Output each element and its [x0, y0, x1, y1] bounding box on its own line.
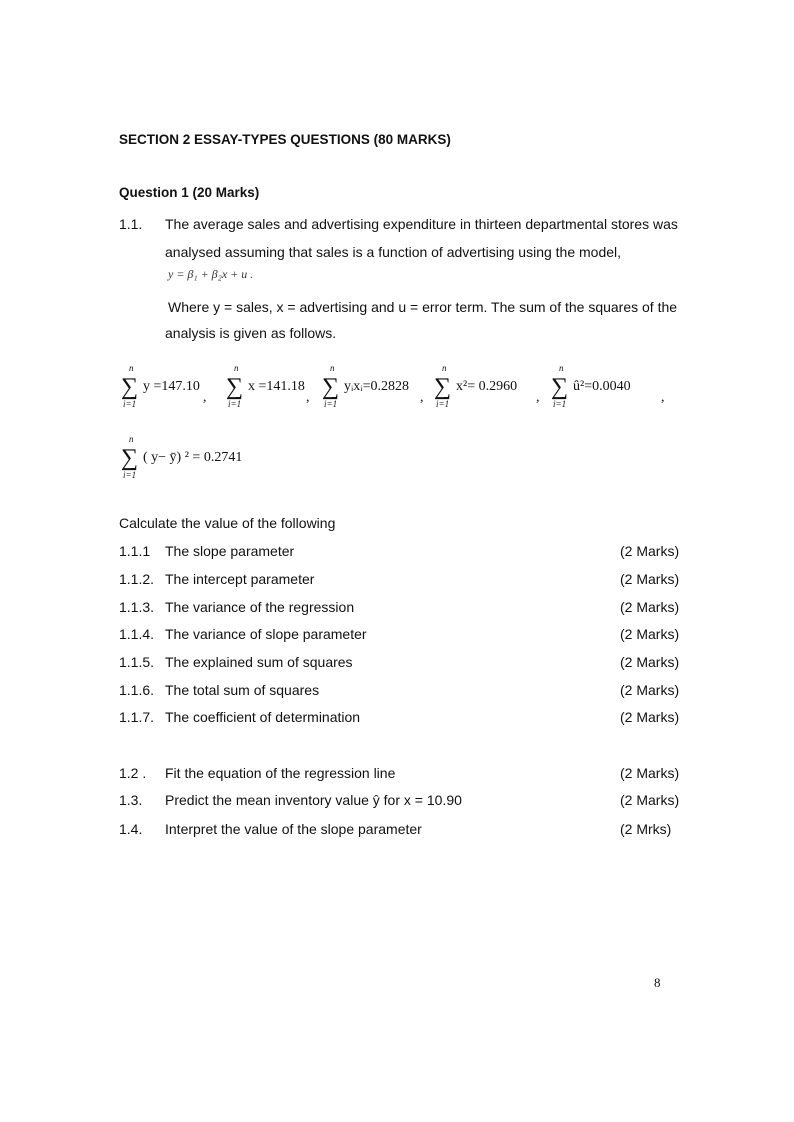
question-heading: Question 1 (20 Marks) — [119, 185, 260, 200]
document-page: SECTION 2 ESSAY-TYPES QUESTIONS (80 MARKS) Question 1 (20 Marks) 1.1. The average sales and advertising expenditure in thirteen departmental stores was analysed assuming that sales is a function of advertising using the model, y = β₁ + β₂x + u . Where y = sales, x = advertising and u = error term. The sum of the squares of the analysis is given as follows. n ∑ i=1 y =147.10 , n ∑ i=1 x =141.18 , n ∑ i=1 yᵢxᵢ=0.2828 , n ∑ i=1 x²= 0.2960 , n ∑ i=1 û²=0.0040 , n ∑ i=1 ( y− ȳ) ² = 0.2741 Calculate the value of the following 1.1.1 The slope parameter (2 Marks) 1.1.2. The intercept parameter (2 Marks) 1.1.3. The variance of the regression (2 Marks) 1.1.4. The variance of slope parameter (2 Marks) 1.1.5. The explained sum of squares (2 Marks) 1.1.6. The total sum of squares (2 Marks) 1.1.7. The coefficient of determination (2 Marks) 1.2 . Fit the equation of the regression line (2 Marks) 1.3. Predict the mean inventory value ŷ for x = 10.90 (2 Marks) 1.4. Interpret the value of the slope parameter (2 Mrks) 8 — [0, 0, 794, 1122]
question-number: 1.1. — [119, 216, 143, 232]
sub-question: 1.1.4. The variance of slope parameter (2 Marks) — [119, 626, 680, 642]
question-text: The average sales and advertising expenditure in thirteen departmental stores was — [165, 216, 678, 232]
comma: , — [306, 390, 310, 405]
sub-question: 1.1.5. The explained sum of squares (2 Marks) — [119, 654, 680, 670]
sub-question: 1.1.1 The slope parameter (2 Marks) — [119, 543, 680, 559]
comma: , — [661, 390, 665, 405]
sub-question: 1.1.3. The variance of the regression (2 Marks) — [119, 599, 680, 615]
calculate-intro: Calculate the value of the following — [119, 515, 336, 531]
question-text: Where y = sales, x = advertising and u = error term. The sum of the squares of the — [168, 299, 678, 315]
question-text: analysed assuming that sales is a function of advertising using the model, — [165, 244, 622, 260]
comma: , — [536, 390, 540, 405]
page-number: 8 — [654, 975, 661, 990]
sub-question: 1.1.2. The intercept parameter (2 Marks) — [119, 571, 680, 587]
question: 1.2 . Fit the equation of the regression line (2 Marks) — [119, 765, 680, 781]
question: 1.4. Interpret the value of the slope parameter (2 Mrks) — [119, 821, 672, 837]
comma: , — [203, 390, 207, 405]
comma: , — [420, 390, 424, 405]
section-heading: SECTION 2 ESSAY-TYPES QUESTIONS (80 MARKS) — [119, 132, 451, 147]
sub-question: 1.1.6. The total sum of squares (2 Marks) — [119, 682, 680, 698]
question: 1.3. Predict the mean inventory value ŷ for x = 10.90 (2 Marks) — [119, 792, 680, 808]
sub-question: 1.1.7. The coefficient of determination (2 Marks) — [119, 709, 680, 725]
regression-model: y = β₁ + β₂x + u . — [168, 267, 254, 281]
question-text: analysis is given as follows. — [165, 325, 337, 341]
